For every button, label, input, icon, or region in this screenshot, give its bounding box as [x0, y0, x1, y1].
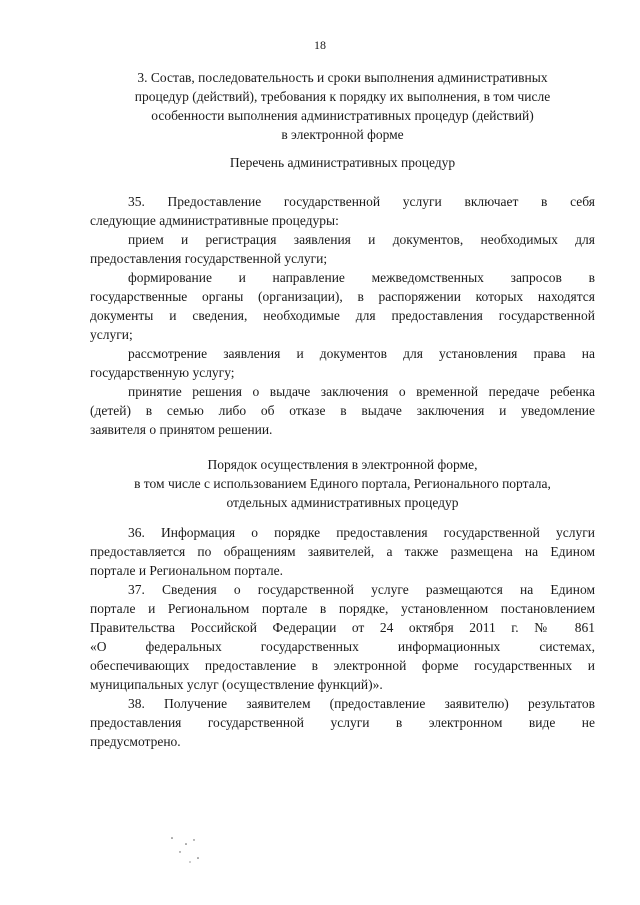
- paragraph-line: портале и Региональном портале в порядке, установленном постановлением: [90, 601, 595, 616]
- subheading-line: в том числе с использованием Единого портала, Регионального портала,: [134, 476, 551, 491]
- paragraph-line: предоставляется по обращениям заявителей, а также размещена на Едином: [90, 544, 595, 559]
- procedure-item-requests: [90, 268, 595, 344]
- paragraph-line: Правительства Российской Федерации от 24 октября 2011 г. № 861: [90, 620, 595, 635]
- page-number: 18: [314, 38, 326, 52]
- paragraph-line: заявителя о принятом решении.: [90, 422, 273, 437]
- paragraph-line: 35. Предоставление государственной услуги включает в себя: [128, 194, 595, 209]
- subheading-line: Порядок осуществления в электронной форме,: [207, 457, 478, 472]
- paragraph-line: 37. Сведения о государственной услуге размещаются на Едином: [128, 582, 595, 597]
- section-heading-line: процедур (действий), требования к порядку их выполнения, в том числе: [134, 89, 551, 104]
- paragraph-37: [90, 580, 595, 694]
- paragraph-line: услуги;: [90, 327, 133, 342]
- scan-artifact-dots: [168, 830, 208, 870]
- subheading-electronic-form: [90, 455, 595, 512]
- paragraph-line: муниципальных услуг (осуществление функций)».: [90, 677, 383, 692]
- subheading-line: отдельных административных процедур: [226, 495, 459, 510]
- paragraph-38: [90, 694, 595, 751]
- section-heading-line: в электронной форме: [281, 127, 404, 142]
- paragraph-line: государственные органы (организации), в распоряжении которых находятся: [90, 289, 595, 304]
- paragraph-line: предоставления государственной услуги;: [90, 251, 328, 266]
- paragraph-line: принятие решения о выдаче заключения о временной передаче ребенка: [128, 384, 595, 399]
- paragraph-line: 36. Информация о порядке предоставления государственной услуги: [128, 525, 595, 540]
- paragraph-line: 38. Получение заявителем (предоставление заявителю) результатов: [128, 696, 595, 711]
- paragraph-line: государственную услугу;: [90, 365, 235, 380]
- subheading-procedures-list: Перечень административных процедур: [229, 155, 456, 170]
- section-heading: [90, 68, 595, 144]
- procedure-item-decision: [90, 382, 595, 439]
- paragraph-line: следующие административные процедуры:: [90, 213, 339, 228]
- paragraph-line: рассмотрение заявления и документов для установления права на: [128, 346, 595, 361]
- procedure-item-review: [90, 344, 595, 382]
- paragraph-line: портале и Региональном портале.: [90, 563, 283, 578]
- paragraph-line: обеспечивающих предоставление в электронной форме государственных и: [90, 658, 595, 673]
- paragraph-line: формирование и направление межведомственных запросов в: [128, 270, 595, 285]
- paragraph-36: [90, 523, 595, 580]
- paragraph-line: предусмотрено.: [90, 734, 181, 749]
- paragraph-line: «О федеральных государственных информационных системах,: [90, 639, 595, 654]
- paragraph-35: [90, 192, 595, 230]
- section-heading-line: 3. Состав, последовательность и сроки выполнения административных: [137, 70, 548, 85]
- paragraph-line: (детей) в семью либо об отказе в выдаче заключения и уведомление: [90, 403, 595, 418]
- paragraph-line: предоставления государственной услуги в электронном виде не: [90, 715, 595, 730]
- paragraph-line: документы и сведения, необходимые для предоставления государственной: [90, 308, 595, 323]
- paragraph-line: прием и регистрация заявления и документов, необходимых для: [128, 232, 595, 247]
- procedure-item-reception: [90, 230, 595, 268]
- section-heading-line: особенности выполнения административных процедур (действий): [151, 108, 534, 123]
